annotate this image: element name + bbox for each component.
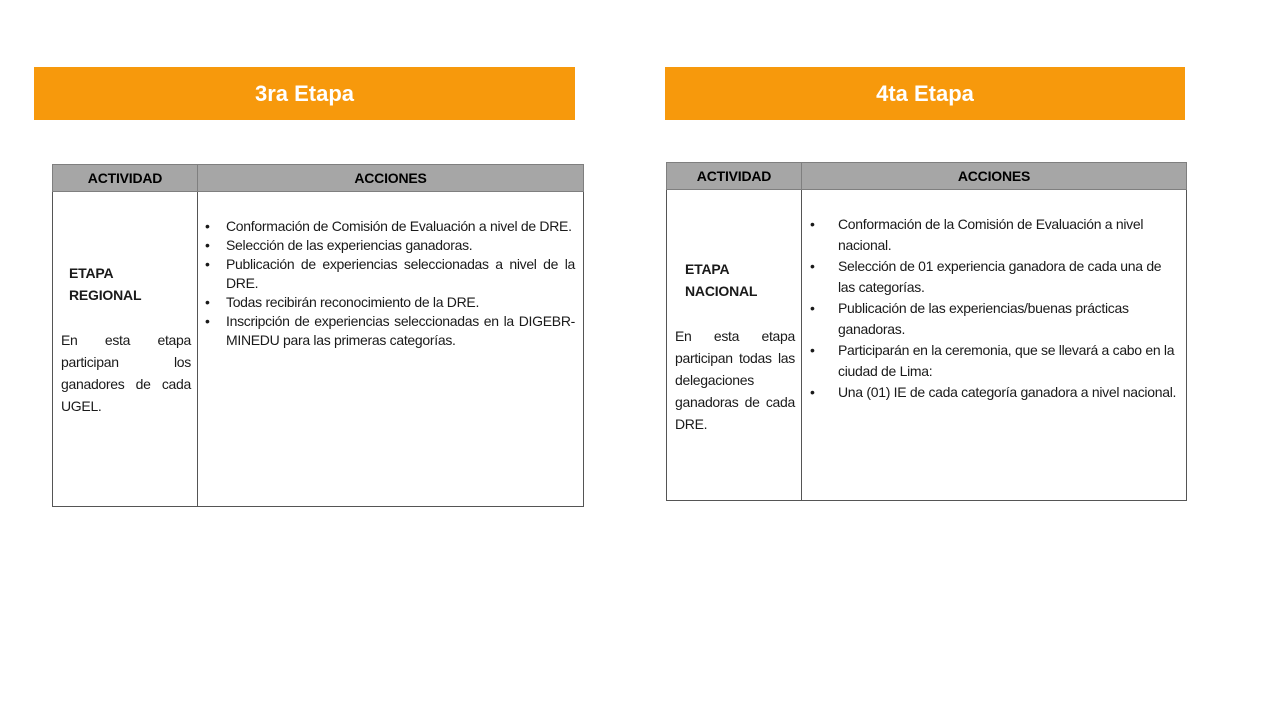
stage-description: En esta etapa participan todas las delegaciones ganadoras de cada DRE.: [675, 328, 795, 432]
list-item: • Selección de 01 experiencia ganadora de cada una de las categorías.: [802, 256, 1178, 298]
stage-3-table: [52, 164, 584, 507]
stage-name: ETAPA REGIONAL: [69, 265, 142, 303]
list-item: • Todas recibirán reconocimiento de la DRE.: [198, 293, 575, 312]
stage-name: ETAPA NACIONAL: [685, 261, 758, 299]
header-actions: ACCIONES: [198, 165, 584, 192]
actions-list: [802, 214, 1178, 403]
header-activity: ACTIVIDAD: [53, 165, 198, 192]
table-header-row: [667, 163, 1187, 190]
table-row: [53, 192, 584, 507]
table-row: [667, 190, 1187, 501]
stage-description: En esta etapa participan los ganadores de cada UGEL.: [61, 332, 191, 414]
list-item: • Conformación de la Comisión de Evaluación a nivel nacional.: [802, 214, 1178, 256]
list-item: • Conformación de Comisión de Evaluación a nivel de DRE.: [198, 217, 575, 236]
list-item: • Participarán en la ceremonia, que se llevará a cabo en la ciudad de Lima:: [802, 340, 1178, 382]
list-item: • Una (01) IE de cada categoría ganadora a nivel nacional.: [802, 382, 1178, 403]
stage-3-banner: 3ra Etapa: [34, 67, 575, 120]
list-item: • Publicación de experiencias seleccionadas a nivel de la DRE.: [198, 255, 575, 293]
stage-4-table: [666, 162, 1187, 501]
actions-cell: [198, 192, 584, 507]
activity-cell: [667, 190, 802, 501]
activity-cell: [53, 192, 198, 507]
actions-cell: [802, 190, 1187, 501]
list-item: • Selección de las experiencias ganadoras.: [198, 236, 575, 255]
header-activity: ACTIVIDAD: [667, 163, 802, 190]
list-item: • Publicación de las experiencias/buenas prácticas ganadoras.: [802, 298, 1178, 340]
list-item: • Inscripción de experiencias seleccionadas en la DIGEBR-MINEDU para las primeras categorías.: [198, 312, 575, 350]
header-actions: ACCIONES: [802, 163, 1187, 190]
stage-4-banner: 4ta Etapa: [665, 67, 1185, 120]
actions-list: [198, 217, 575, 350]
table-header-row: [53, 165, 584, 192]
